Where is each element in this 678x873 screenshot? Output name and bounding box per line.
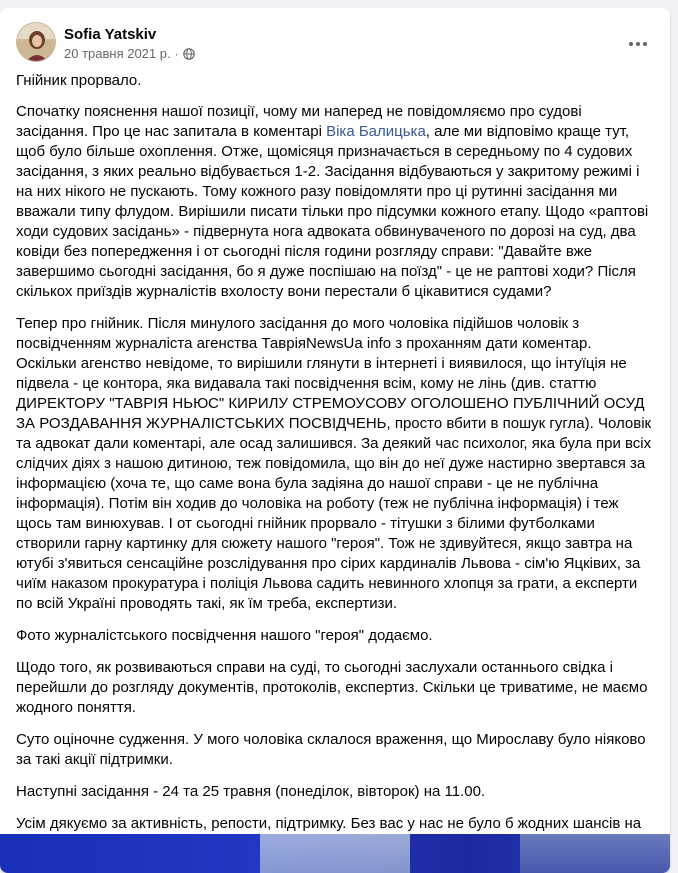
author-name[interactable]: Sofia Yatskiv — [64, 26, 157, 43]
more-options-icon — [628, 41, 648, 47]
post-paragraph — [16, 102, 656, 302]
mention-link[interactable]: Віка Балицька — [326, 123, 426, 140]
post-paragraph: Фото журналістського посвідчення нашого "героя" додаємо. — [16, 627, 433, 644]
photo-detail — [260, 834, 410, 873]
post-paragraph: Тепер про гнійник. Після минулого засідання до мого чоловіка підійшов чоловік з посвідченням журналіста агенства ТавріяNewsUa info з проханням дати коментар. Оскільки агенство невідоме, то вирішили глянути в інтернеті і виявилося, що інтуїція не підвела - це контора, яка видавала такі посвідчення всім, кому не лінь (див. статтю ДИРЕКТОРУ "ТАВРІЯ НЬЮС" КИРИЛУ СТРЕМОУСОВУ ОГОЛОШЕНО ПУБЛІЧНИЙ ОСУД ЗА РОЗДАВАННЯ ЖУРНАЛІСТСЬКИХ ПОСВІДЧЕНЬ, просто вбити в пошук гугла). Чоловік та адвокат дали коментарі, але осад залишився. За деякий час психолог, яка була при всіх слідчих діях з нашою дитиною, теж повідомила, що він до неї дуже настирно звертався за інформацією (хоча те, що саме вона була задіяна до нашої справи - це не публічна інформація). Потім він ходив до чоловіка на роботу (теж не публічна інформація) і теж щось там винюхував. І от сьогодні гнійник прорвало - тітушки з білими футболками створили гарну картинку для сюжету нашого "героя". Тож не здивуйтеся, якщо завтра на ютубі з'явиться сенсаційне розслідування про сірих кардиналів Львова - сім'ю Яцківих, за чиїм наказом прокуратура і поліція Львова садить невинного хлопця за грати, а експерти по всій Україні проводять такі, як їм треба, експертизи. — [16, 315, 652, 612]
post-paragraph: Гнійник прорвало. — [16, 72, 142, 89]
avatar[interactable] — [16, 22, 56, 62]
post-photo[interactable] — [0, 834, 670, 873]
paragraph-text: , але ми відповімо краще тут, щоб було більше охоплення. Отже, щомісяця призначається в середньому по 4 судових засідання, з яких реально відбувається 1-2. Засідання відбуваються у закритому режимі і на них нікого не пускають. Тому кожного разу повідомляти про ці рутинні засідання ми вважали типу флудом. Вирішили писати тільки про підсумки кожного етапу. Щодо «раптові ходи судових засідань» - підвернута нога адвоката обвинуваченого по дорозі на суд, два ковіди без попередження і от сьогодні після години розгляду справи: "Давайте вже завершимо сьогодні засідання, бо я дуже поспішаю на поїзд" - це не раптові ходи? Після скількох приїздів журналістів вхолосту вони перестали б цікавитися судами? — [16, 123, 649, 300]
photo-detail — [520, 834, 670, 873]
post-card — [0, 8, 670, 873]
globe-icon[interactable] — [183, 48, 195, 60]
post-paragraph: Наступні засідання - 24 та 25 травня (понеділок, вівторок) на 11.00. — [16, 783, 486, 800]
post-paragraph: Усім дякуємо за активність, репости, підтримку. Без вас у нас не було б жодних шансів на — [16, 815, 642, 832]
meta-separator: · — [174, 46, 179, 61]
more-options-button[interactable] — [620, 26, 656, 62]
avatar-image — [17, 23, 56, 62]
post-date[interactable]: 20 травня 2021 р. — [64, 46, 171, 61]
post-paragraph: Суто оціночне судження. У мого чоловіка склалося враження, що Мирославу було ніяково за такі акції підтримки. — [16, 731, 646, 768]
post-paragraph: Щодо того, як розвиваються справи на суді, то сьогодні заслухали останнього свідка і перейшли до розгляду документів, протоколів, експертиз. Скільки це триватиме, не маємо жодного поняття. — [16, 659, 648, 716]
post-content — [16, 71, 656, 866]
paragraph-text: Спочатку пояснення нашої позиції, чому ми наперед не повідомляємо про судові засідання. Про це нас запитала в коментарі — [16, 103, 582, 140]
post-meta — [64, 46, 195, 61]
post-header — [16, 20, 654, 64]
